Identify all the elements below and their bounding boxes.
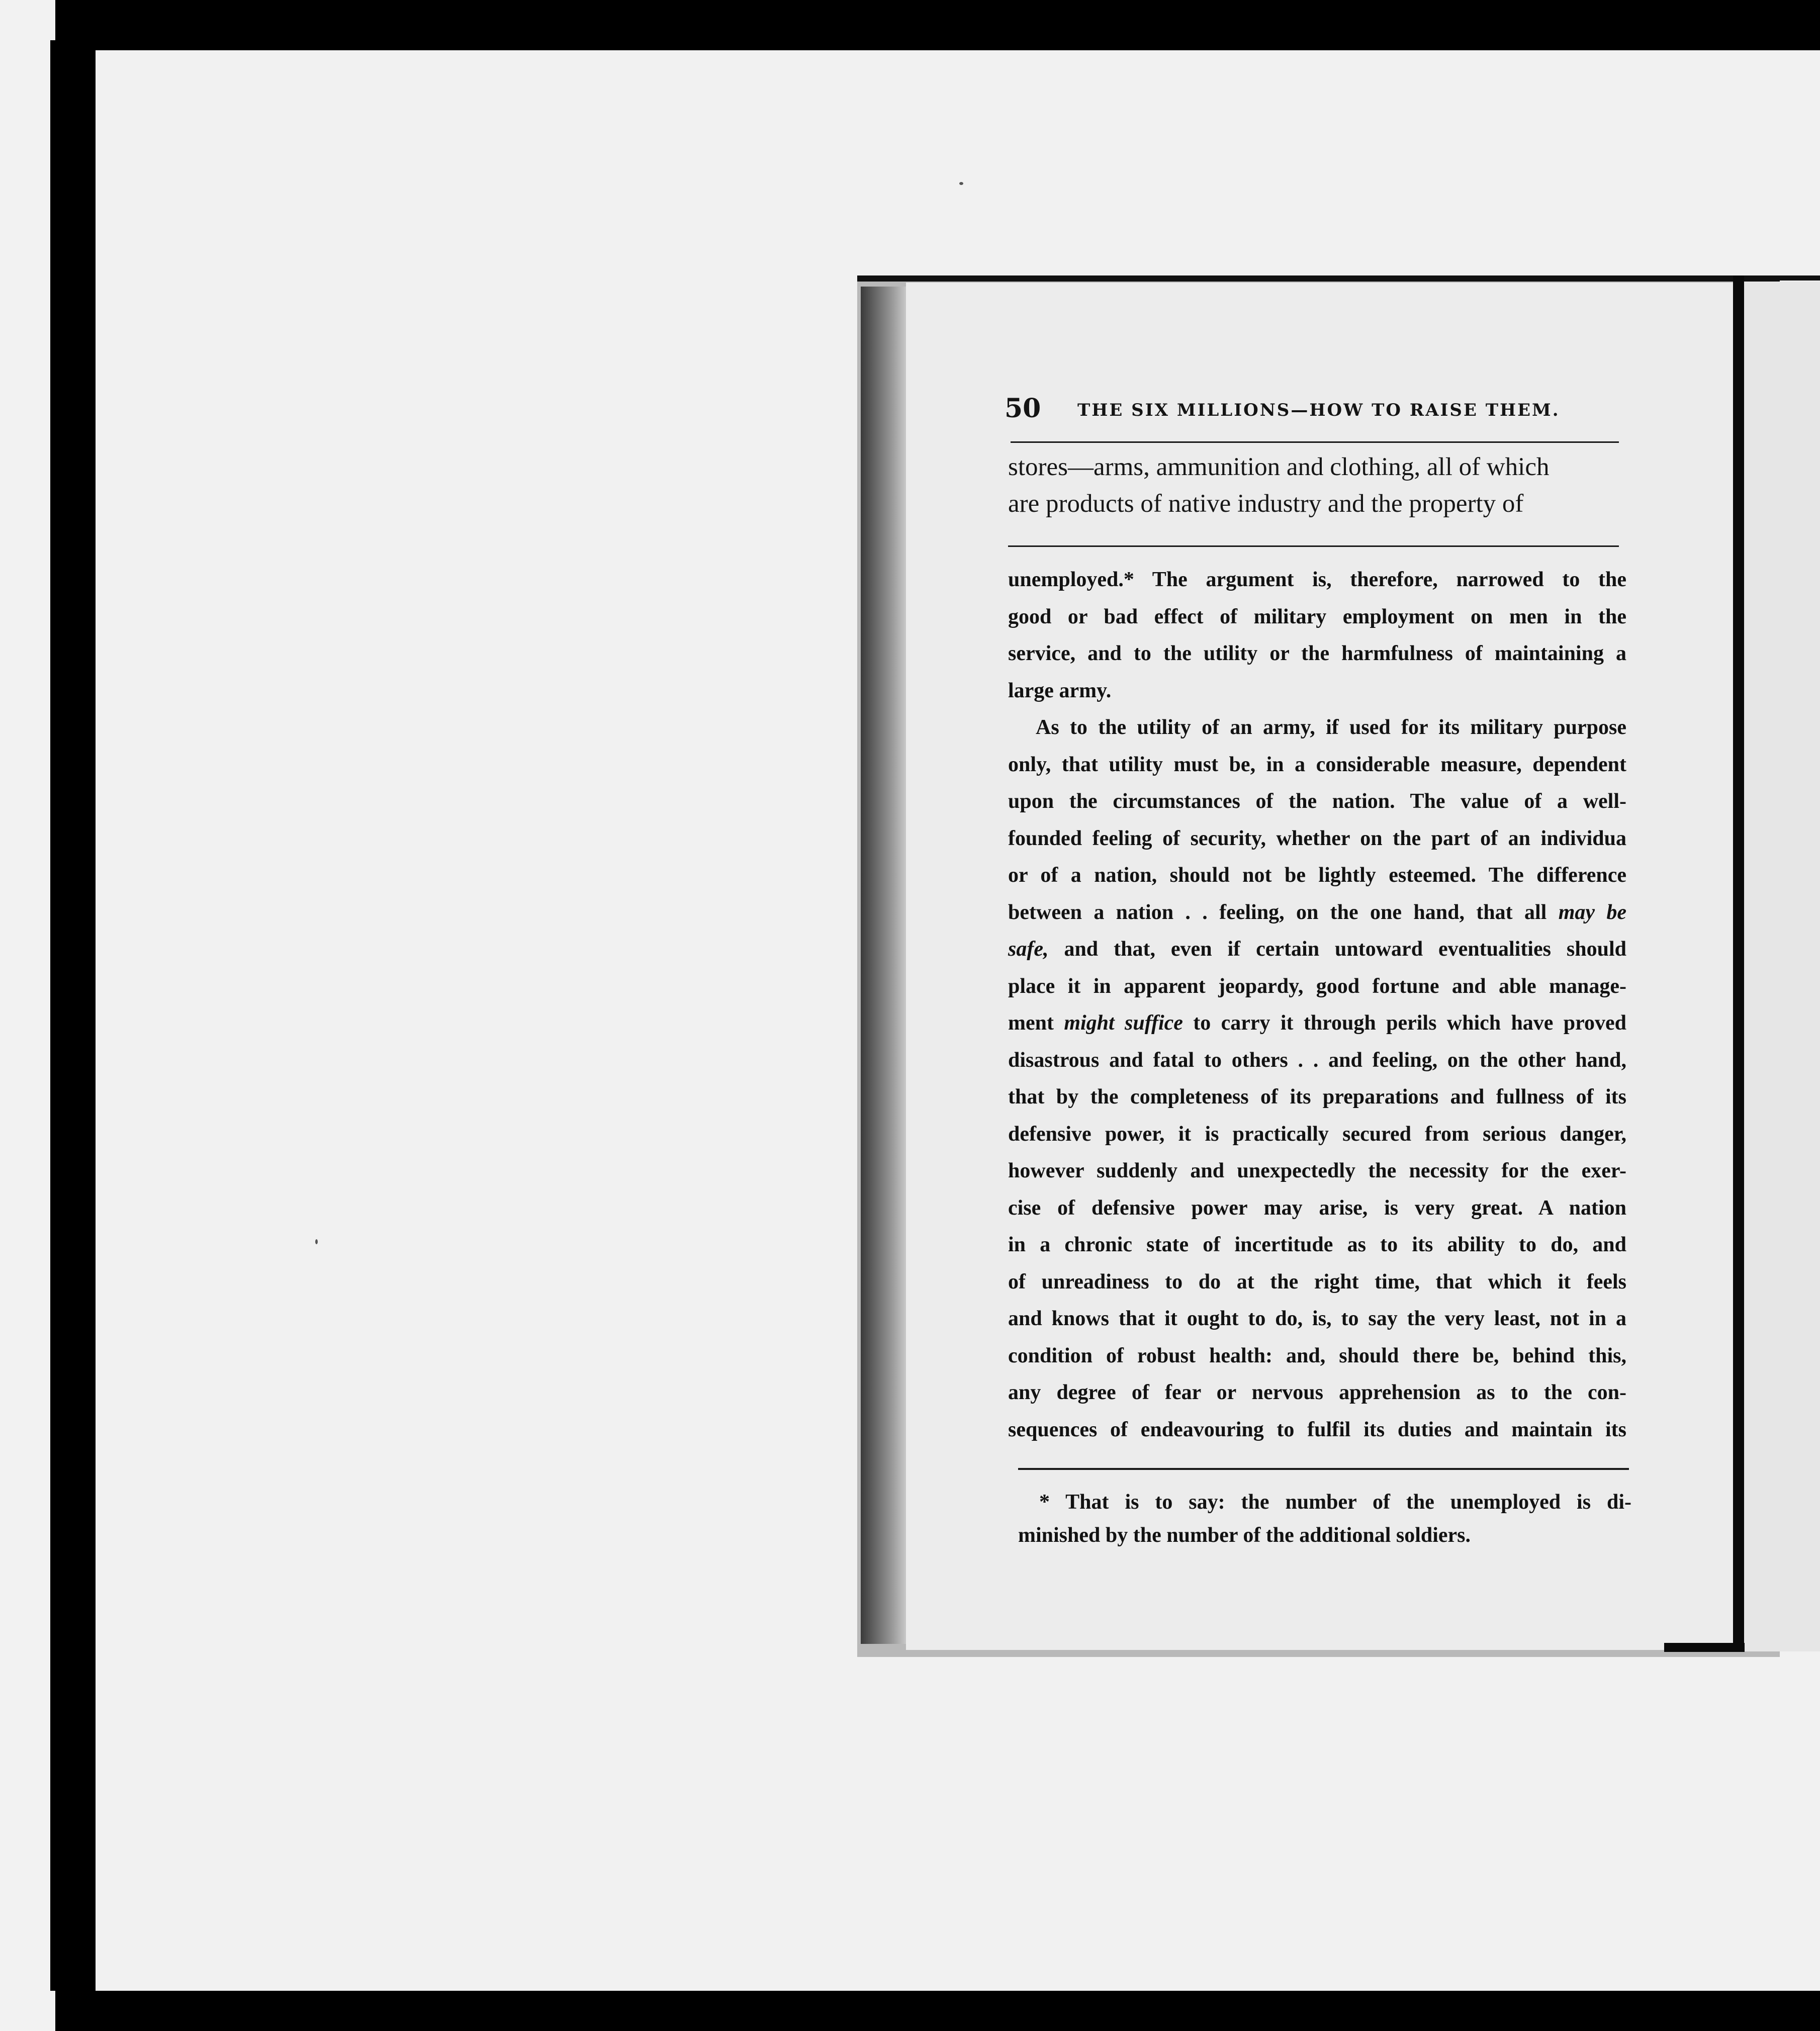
running-title: THE SIX MILLIONS—HOW TO RAISE THEM. [1077,400,1560,420]
page-number: 50 [1005,393,1041,424]
bleed-through-line: stores—arms, ammunition and clothing, all of which [1008,453,1550,481]
text-line [1008,1005,1626,1042]
film-speck [959,182,963,185]
facing-page-edge [1747,275,1820,281]
text-line: and knows that it ought to do, is, to say the very least, not in a [1008,1307,1626,1330]
text-line: only, that utility must be, in a considerable measure, dependent [1008,753,1626,776]
footnote-line: minished by the number of the additional soldiers. [1018,1524,1471,1547]
book-gutter [861,287,906,1644]
text-line: place it in apparent jeopardy, good fortune and able manage- [1008,974,1626,998]
text-line [1008,894,1626,932]
film-border-left [50,40,88,1991]
italic-text: may be [1558,900,1626,924]
running-head [1005,393,1623,423]
text-line: of unreadiness to do at the right time, that which it feels [1008,1270,1626,1294]
text-run: and that, even if certain untoward eventualities should [1064,938,1627,961]
footnote [1018,1486,1631,1552]
text-line: condition of robust health: and, should there be, behind this, [1008,1344,1626,1367]
text-line: founded feeling of security, whether on the part of an individua [1008,826,1626,850]
page-corner-mark [1664,1643,1745,1652]
text-run: to carry it through perils which have proved [1193,1011,1627,1035]
text-line: any degree of fear or nervous apprehension as to the con- [1008,1381,1626,1404]
text-line: sequences of endeavouring to fulfil its duties and maintain its [1008,1418,1626,1441]
section-rule [1008,545,1619,547]
text-line: that by the completeness of its preparations and fullness of its [1008,1085,1626,1109]
text-line: upon the circumstances of the nation. The value of a well- [1008,790,1626,813]
previous-frame-sliver [0,0,55,2031]
text-run: ment [1008,1011,1054,1035]
italic-text: might suffice [1064,1011,1183,1035]
facing-page [1744,282,1820,1651]
text-line: large army. [1008,679,1112,702]
bleed-through-line: are products of native industry and the property of [1008,490,1524,518]
text-line: cise of defensive power may arise, is very great. A nation [1008,1196,1626,1220]
text-line: in a chronic state of incertitude as to its ability to do, and [1008,1233,1626,1256]
footnote-line: * That is to say: the number of the unemployed is di- [1039,1491,1631,1514]
text-line: service, and to the utility or the harmfulness of maintaining a [1008,642,1626,665]
text-line [1008,931,1626,968]
text-line: however suddenly and unexpectedly the necessity for the exer- [1008,1159,1626,1182]
text-line: good or bad effect of military employment on men in the [1008,605,1626,628]
page-top-edge [857,275,1780,282]
text-line: disastrous and fatal to others . . and feeling, on the other hand, [1008,1048,1626,1072]
text-line: or of a nation, should not be lightly esteemed. The difference [1008,864,1626,887]
text-run: between a nation . . feeling, on the one hand, that all [1008,900,1547,924]
page-right-edge [1733,275,1744,1652]
footnote-rule [1018,1468,1629,1470]
text-line: defensive power, it is practically secured from serious danger, [1008,1122,1626,1146]
text-line: As to the utility of an army, if used for its military purpose [1036,716,1626,739]
italic-text: safe, [1008,938,1049,961]
body-text [1008,562,1626,1448]
film-speck [315,1239,318,1244]
header-rule [1011,441,1619,443]
text-line: unemployed.* The argument is, therefore, narrowed to the [1008,568,1626,591]
